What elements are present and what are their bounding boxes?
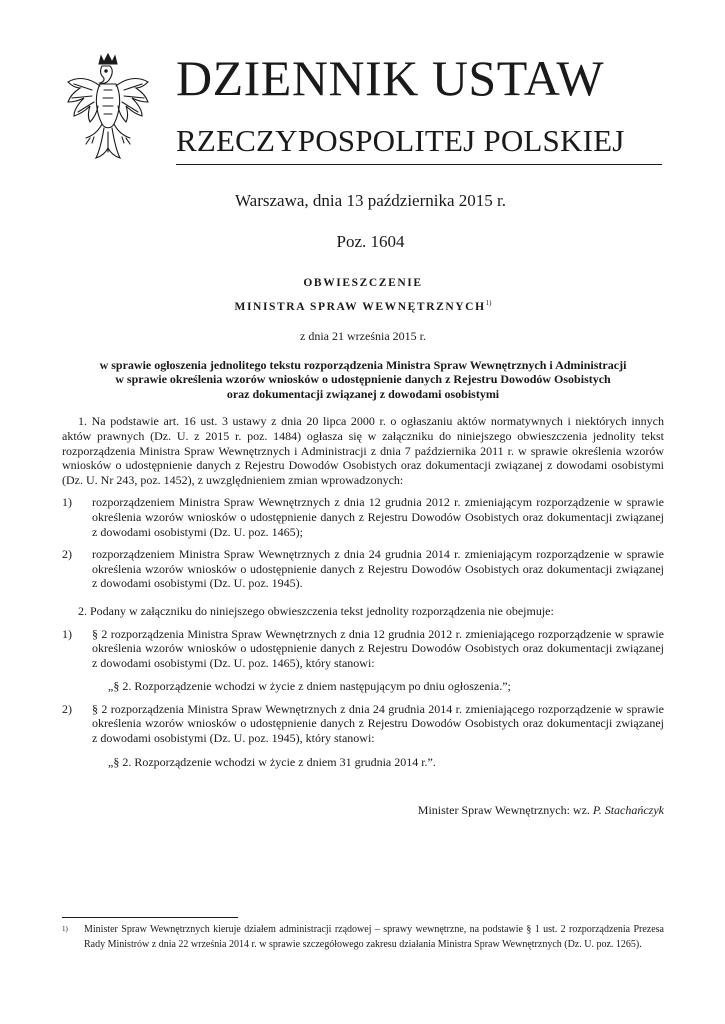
document-date: z dnia 21 września 2015 r. — [300, 329, 426, 344]
list-item — [62, 495, 664, 539]
polish-eagle-emblem — [60, 52, 156, 164]
list-item — [62, 702, 664, 746]
quoted-provision: „§ 2. Rozporządzenie wchodzi w życie z dniem 31 grudnia 2014 r.”. — [108, 754, 436, 769]
amendments-list — [62, 495, 664, 591]
footnote-ref: 1) — [485, 298, 492, 307]
paragraph-1: 1. Na podstawie art. 16 ust. 3 ustawy z dnia 20 lipca 2000 r. o ogłaszaniu aktów normatywnych i niektórych innych aktów prawnych (Dz. U. z 2015 r. poz. 1484) ogłasza się w załączniku do niniejszego obwieszczenia jednolity tekst rozporządzenia Ministra Spraw Wewnętrznych i Administracji z dnia 7 października 2011 r. w sprawie określenia wzorów wniosków o udostępnienie danych z Rejestru Dowodów Osobistych oraz dokumentacji związanej z dowodami osobistymi (Dz. U. Nr 243, poz. 1452), z uwzględnieniem zmian wprowadzonych: — [62, 414, 664, 487]
footnote-mark: 1) — [62, 925, 68, 933]
signature-name: P. Stachańczyk — [592, 803, 664, 818]
journal-subtitle: RZECZYPOSPOLITEJ POLSKIEJ — [176, 123, 625, 158]
list-number: 1) — [62, 495, 72, 510]
list-text: § 2 rozporządzenia Ministra Spraw Wewnętrznych z dnia 24 grudnia 2014 r. zmieniającego rozporządzenie w sprawie określenia wzorów wniosków o udostępnienie danych z Rejestru Dowodów Osobistych oraz dokumentacji związanej z dowodami osobistymi (Dz. U. poz. 1945), który stanowi: — [92, 701, 664, 746]
footnote — [62, 923, 664, 952]
document-type: OBWIESZCZENIE — [303, 277, 423, 289]
subject-line: w sprawie ogłoszenia jednolitego tekstu rozporządzenia Ministra Spraw Wewnętrznych i Administracji — [99, 357, 627, 372]
position-number: Poz. 1604 — [336, 232, 405, 251]
list-number: 1) — [62, 626, 72, 641]
title-divider — [176, 164, 662, 165]
publication-date: Warszawa, dnia 13 października 2015 r. — [235, 191, 506, 210]
signature-role: Minister Spraw Wewnętrznych: wz. — [417, 803, 590, 818]
document-body — [62, 276, 664, 818]
subject-line: w sprawie określenia wzorów wniosków o udostępnienie danych z Rejestru Dowodów Osobistych — [115, 372, 611, 387]
signature — [62, 803, 664, 818]
list-item — [62, 627, 664, 671]
list-text: rozporządzeniem Ministra Spraw Wewnętrznych z dnia 12 grudnia 2012 r. zmieniającym rozporządzenie w sprawie określenia wzorów wniosków o udostępnienie danych z Rejestru Dowodów Osobistych oraz dokumentacji związanej z dowodami osobistymi (Dz. U. poz. 1465); — [92, 495, 664, 539]
document-issuer — [62, 296, 664, 314]
list-text: rozporządzeniem Ministra Spraw Wewnętrznych z dnia 24 grudnia 2014 r. zmieniającym rozporządzenie w sprawie określenia wzorów wniosków o udostępnienie danych z Rejestru Dowodów Osobistych oraz dokumentacji związanej z dowodami osobistymi (Dz. U. poz. 1945). — [92, 547, 664, 591]
list-number: 2) — [62, 547, 72, 562]
document-subject — [62, 358, 664, 402]
footnote-text: Minister Spraw Wewnętrznych kieruje działem administracji rządowej – sprawy wewnętrzne, na podstawie § 1 ust. 2 rozporządzenia Prezesa Rady Ministrów z dnia 22 września 2014 r. w sprawie szczegółowego zakresu działania Ministra Spraw Wewnętrznych (Dz. U. poz. 1265). — [84, 924, 664, 950]
journal-title: DZIENNIK USTAW — [176, 50, 605, 106]
exclusions-list — [62, 627, 664, 671]
quoted-provision: „§ 2. Rozporządzenie wchodzi w życie z dniem następującym po dniu ogłoszenia.”; — [108, 679, 511, 694]
list-text: § 2 rozporządzenia Ministra Spraw Wewnętrznych z dnia 12 grudnia 2012 r. zmieniającego rozporządzenie w sprawie określenia wzorów wniosków o udostępnienie danych z Rejestru Dowodów Osobistych oraz dokumentacji związanej z dowodami osobistymi (Dz. U. poz. 1465), który stanowi: — [92, 626, 664, 670]
issuer-name: MINISTRA SPRAW WEWNĘTRZNYCH — [234, 300, 486, 313]
footnote-divider — [62, 917, 238, 918]
exclusions-list-cont — [62, 702, 664, 746]
subject-line: oraz dokumentacji związanej z dowodami osobistymi — [226, 386, 500, 401]
list-item — [62, 547, 664, 591]
paragraph-2: 2. Podany w załączniku do niniejszego obwieszczenia tekst jednolity rozporządzenia nie obejmuje: — [78, 603, 554, 618]
journal-header — [0, 0, 725, 170]
list-number: 2) — [62, 701, 72, 716]
